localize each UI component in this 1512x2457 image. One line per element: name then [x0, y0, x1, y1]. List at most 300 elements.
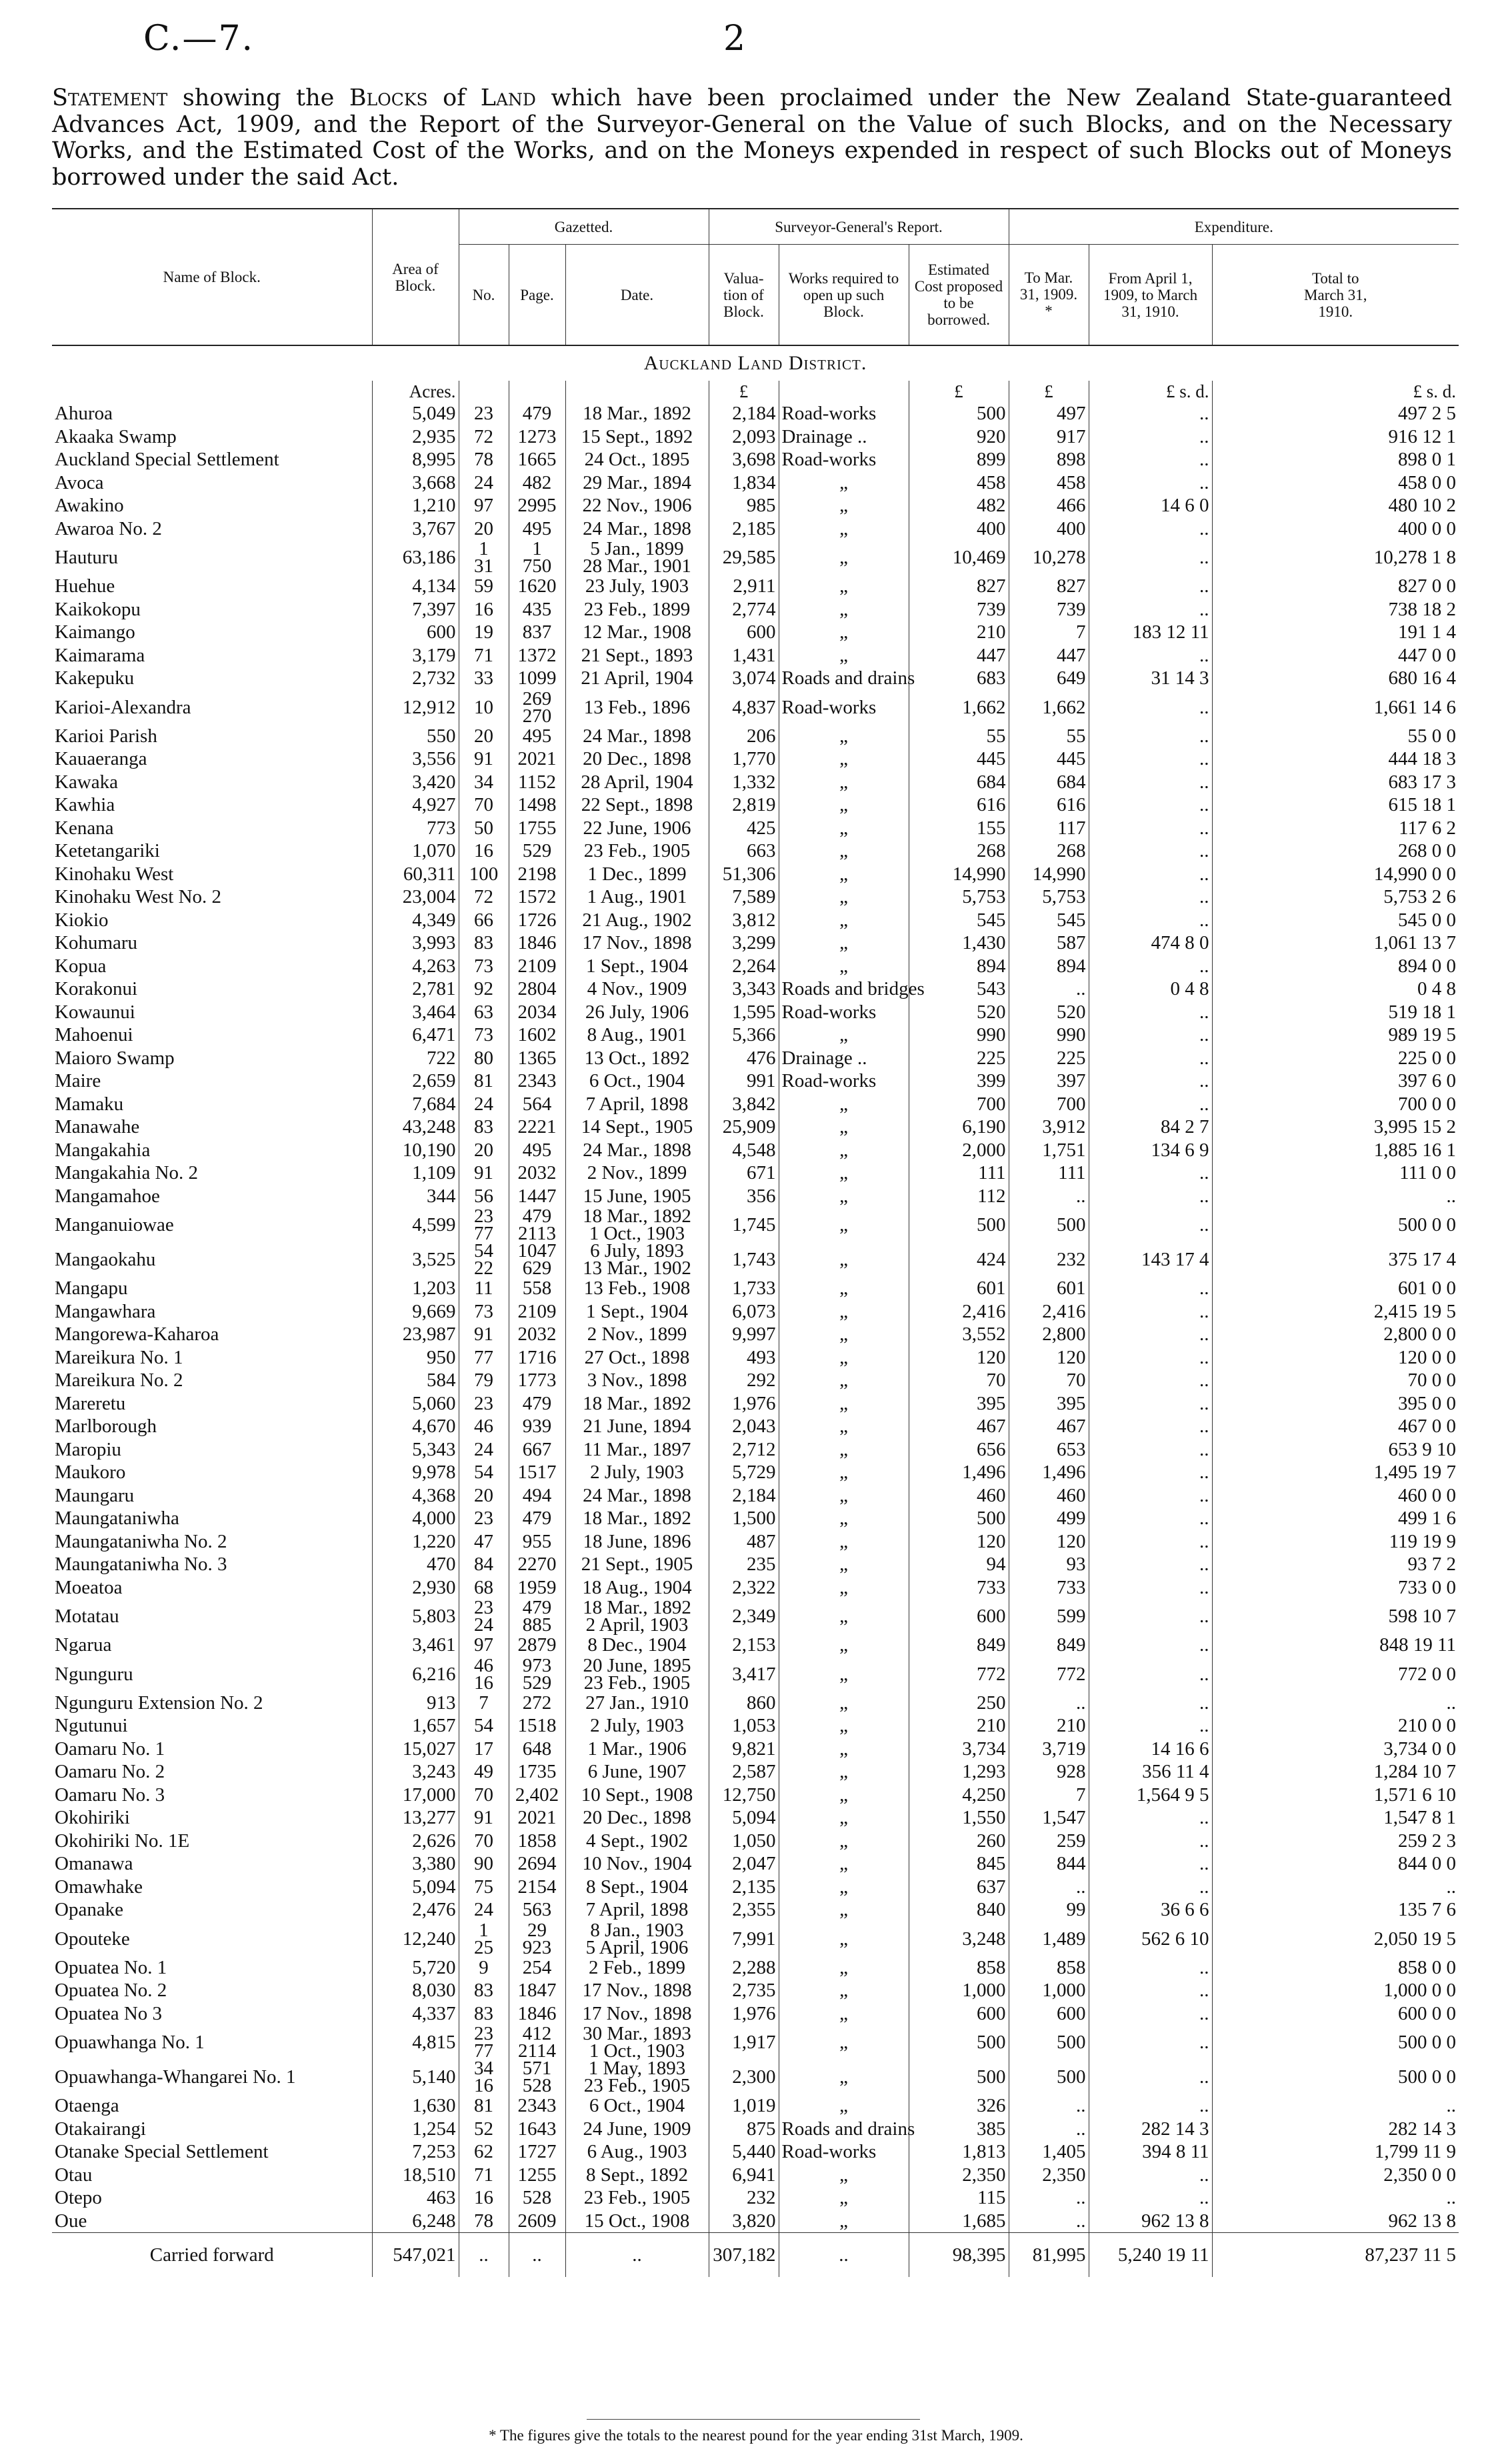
cell-gazette-page: 1846: [509, 931, 565, 955]
cell-total: 14,990 0 0: [1212, 863, 1459, 886]
cell-works: „: [779, 771, 909, 794]
table-row: [52, 402, 1459, 425]
cell-area: 8,030: [372, 1979, 459, 2002]
cell-total: 1,495 19 7: [1212, 1461, 1459, 1484]
block-name: Mangawhara: [55, 1300, 156, 1322]
cell-area: 4,000: [372, 1507, 459, 1530]
cell-from-april-1909: ..: [1089, 1692, 1212, 1715]
cell-from-april-1909: ..: [1089, 793, 1212, 817]
cell-gazette-date: 6 Oct., 1904: [565, 1069, 709, 1093]
cell-to-mar-1909: 99: [1009, 1898, 1089, 1922]
cell-works: „: [779, 1714, 909, 1738]
header-area: [372, 209, 459, 345]
cell-valuation: 1,500: [709, 1507, 779, 1530]
block-name: Mangorewa-Kaharoa: [55, 1324, 219, 1346]
cell-works: „: [779, 1692, 909, 1715]
cell-to-mar-1909: 653: [1009, 1438, 1089, 1462]
header-gazetted: Gazetted.: [459, 209, 709, 245]
cell-to-mar-1909: 259: [1009, 1830, 1089, 1853]
cell-from-april-1909: ..: [1089, 1069, 1212, 1093]
cell-estimated-cost: 70: [909, 1369, 1009, 1392]
cell-gazette-page: 1727: [509, 2140, 565, 2164]
cell-works: „: [779, 2094, 909, 2118]
cell-gazette-no: 10: [459, 690, 509, 725]
cell-to-mar-1909: 520: [1009, 1001, 1089, 1024]
cell-gazette-no: 75: [459, 1876, 509, 1899]
cell-works: Roads and bridges: [779, 977, 909, 1001]
cell-works: „: [779, 621, 909, 644]
cell-gazette-page: 2221: [509, 1115, 565, 1139]
cell-valuation: 1,431: [709, 644, 779, 667]
cell-gazette-page: 495: [509, 725, 565, 748]
table-header: [52, 209, 1459, 345]
carried-area: 547,021: [372, 2233, 459, 2278]
units-to-mar: £: [1009, 381, 1089, 402]
cell-gazette-page: 564: [509, 1093, 565, 1116]
cell-estimated-cost: 637: [909, 1876, 1009, 1899]
cell-gazette-page: 2198: [509, 863, 565, 886]
cell-to-mar-1909: 1,000: [1009, 1979, 1089, 2002]
block-name: Auckland Special Settlement: [55, 449, 279, 471]
cell-estimated-cost: 899: [909, 448, 1009, 471]
cell-gazette-page: 482: [509, 471, 565, 495]
cell-works: „: [779, 1415, 909, 1438]
table-row: [52, 1634, 1459, 1657]
cell-valuation: 2,264: [709, 955, 779, 978]
cell-gazette-page: 1518: [509, 1714, 565, 1738]
cell-works: „: [779, 1115, 909, 1139]
carried-estimated: 98,395: [909, 2233, 1009, 2278]
cell-gazette-date: 21 Aug., 1902: [565, 909, 709, 932]
statement-heading: [52, 85, 1452, 191]
cell-gazette-no: 24: [459, 1898, 509, 1922]
cell-area: 43,248: [372, 1115, 459, 1139]
cell-gazette-page: 1273: [509, 425, 565, 449]
cell-to-mar-1909: ..: [1009, 2118, 1089, 2141]
cell-estimated-cost: 112: [909, 1185, 1009, 1208]
cell-to-mar-1909: 499: [1009, 1507, 1089, 1530]
cell-gazette-date: 20 Dec., 1898: [565, 747, 709, 771]
cell-to-mar-1909: 894: [1009, 955, 1089, 978]
cell-valuation: 2,774: [709, 598, 779, 621]
cell-area: 5,094: [372, 1876, 459, 1899]
cell-gazette-no: 78: [459, 448, 509, 471]
cell-works: „: [779, 747, 909, 771]
statement-text-2: of: [427, 85, 481, 111]
cell-area: 5,140: [372, 2060, 459, 2094]
cell-gazette-page: 2879: [509, 1634, 565, 1657]
cell-gazette-date: 7 April, 1898: [565, 1898, 709, 1922]
cell-estimated-cost: 920: [909, 425, 1009, 449]
cell-area: 773: [372, 817, 459, 840]
cell-estimated-cost: 500: [909, 2060, 1009, 2094]
cell-gazette-page: 1152: [509, 771, 565, 794]
cell-gazette-page: 1498: [509, 793, 565, 817]
cell-valuation: 1,733: [709, 1277, 779, 1300]
cell-from-april-1909: ..: [1089, 1300, 1212, 1324]
cell-gazette-date: 1 Mar., 1906: [565, 1738, 709, 1761]
cell-from-april-1909: 14 6 0: [1089, 494, 1212, 517]
cell-estimated-cost: 2,416: [909, 1300, 1009, 1324]
cell-estimated-cost: 1,662: [909, 690, 1009, 725]
cell-area: 1,254: [372, 2118, 459, 2141]
cell-gazette-date: 17 Nov., 1898: [565, 1979, 709, 2002]
cell-from-april-1909: ..: [1089, 1530, 1212, 1554]
table-row: [52, 1346, 1459, 1370]
cell-from-april-1909: ..: [1089, 598, 1212, 621]
cell-works: Road-works: [779, 690, 909, 725]
cell-gazette-page: 29 923: [509, 1922, 565, 1956]
table-row: [52, 690, 1459, 725]
cell-gazette-date: 22 Sept., 1898: [565, 793, 709, 817]
block-name: Opuatea No. 2: [55, 1980, 167, 2002]
cell-estimated-cost: 733: [909, 1576, 1009, 1600]
table-row: [52, 448, 1459, 471]
table-row: [52, 1714, 1459, 1738]
cell-valuation: 985: [709, 494, 779, 517]
units-from-april: £ s. d.: [1089, 381, 1212, 402]
cell-gazette-no: 80: [459, 1047, 509, 1070]
cell-to-mar-1909: 7: [1009, 621, 1089, 644]
cell-works: „: [779, 575, 909, 598]
block-name: Manganuiowae: [55, 1214, 174, 1236]
cell-works: „: [779, 1784, 909, 1807]
cell-to-mar-1909: ..: [1009, 2186, 1089, 2210]
cell-valuation: 51,306: [709, 863, 779, 886]
cell-estimated-cost: 1,550: [909, 1806, 1009, 1830]
cell-gazette-date: 6 Oct., 1904: [565, 2094, 709, 2118]
cell-gazette-page: 1735: [509, 1760, 565, 1784]
cell-from-april-1909: ..: [1089, 448, 1212, 471]
cell-estimated-cost: 6,190: [909, 1115, 1009, 1139]
cell-valuation: 425: [709, 817, 779, 840]
cell-gazette-page: 2032: [509, 1161, 565, 1185]
cell-valuation: 1,917: [709, 2025, 779, 2060]
block-name: Otau: [55, 2164, 93, 2186]
cell-gazette-date: 26 July, 1906: [565, 1001, 709, 1024]
cell-gazette-date: 29 Mar., 1894: [565, 471, 709, 495]
cell-gazette-no: 54 22: [459, 1242, 509, 1277]
cell-valuation: 1,595: [709, 1001, 779, 1024]
cell-valuation: 5,729: [709, 1461, 779, 1484]
header-works-label: Works required to open up such Block.: [788, 269, 899, 320]
cell-gazette-page: 269 270: [509, 690, 565, 725]
block-name: Kawaka: [55, 771, 119, 793]
block-name: Kopua: [55, 955, 107, 977]
cell-valuation: 3,074: [709, 667, 779, 690]
cell-valuation: 2,712: [709, 1438, 779, 1462]
cell-works: Drainage ..: [779, 425, 909, 449]
cell-works: „: [779, 1461, 909, 1484]
units-total: £ s. d.: [1212, 381, 1459, 402]
cell-gazette-no: 52: [459, 2118, 509, 2141]
cell-valuation: 1,053: [709, 1714, 779, 1738]
cell-to-mar-1909: 447: [1009, 644, 1089, 667]
cell-from-april-1909: ..: [1089, 2002, 1212, 2026]
block-name: Opuawhanga No. 1: [55, 2032, 205, 2053]
cell-from-april-1909: ..: [1089, 885, 1212, 909]
block-name: Ketetangariki: [55, 840, 160, 862]
cell-gazette-no: 54: [459, 1461, 509, 1484]
cell-area: 550: [372, 725, 459, 748]
cell-valuation: 2,349: [709, 1599, 779, 1634]
table-row: [52, 1922, 1459, 1956]
cell-total: ..: [1212, 2186, 1459, 2210]
cell-total: 848 19 11: [1212, 1634, 1459, 1657]
header-name: Name of Block.: [52, 209, 372, 345]
cell-gazette-page: 2,402: [509, 1784, 565, 1807]
cell-to-mar-1909: 232: [1009, 1242, 1089, 1277]
cell-total: 1,799 11 9: [1212, 2140, 1459, 2164]
cell-gazette-page: 1847: [509, 1979, 565, 2002]
block-name: Maire: [55, 1070, 101, 1092]
cell-gazette-no: 97: [459, 494, 509, 517]
cell-total: 1,061 13 7: [1212, 931, 1459, 955]
cell-estimated-cost: 990: [909, 1023, 1009, 1047]
block-name: Hauturu: [55, 547, 119, 568]
table-row: [52, 1553, 1459, 1576]
cell-gazette-page: 1365: [509, 1047, 565, 1070]
cell-gazette-date: 2 Nov., 1899: [565, 1161, 709, 1185]
cell-to-mar-1909: ..: [1009, 977, 1089, 1001]
cell-from-april-1909: ..: [1089, 2025, 1212, 2060]
carried-forward-row: [52, 2233, 1459, 2278]
block-name: Kowaunui: [55, 1001, 135, 1023]
block-name: Okohiriki: [55, 1807, 130, 1829]
cell-works: „: [779, 517, 909, 541]
cell-area: 2,626: [372, 1830, 459, 1853]
cell-area: 23,987: [372, 1323, 459, 1346]
cell-estimated-cost: 260: [909, 1830, 1009, 1853]
cell-estimated-cost: 482: [909, 494, 1009, 517]
cell-from-april-1909: ..: [1089, 1277, 1212, 1300]
cell-gazette-page: 2034: [509, 1001, 565, 1024]
table-row: [52, 931, 1459, 955]
block-name: Kaikokopu: [55, 598, 141, 620]
cell-gazette-date: 21 Sept., 1893: [565, 644, 709, 667]
cell-from-april-1909: ..: [1089, 1830, 1212, 1853]
table-row: [52, 817, 1459, 840]
cell-gazette-no: 70: [459, 793, 509, 817]
cell-gazette-no: 63: [459, 1001, 509, 1024]
cell-gazette-date: 20 June, 1895 23 Feb., 1905: [565, 1657, 709, 1692]
cell-gazette-date: 28 April, 1904: [565, 771, 709, 794]
cell-gazette-date: 20 Dec., 1898: [565, 1806, 709, 1830]
cell-from-april-1909: ..: [1089, 644, 1212, 667]
cell-works: „: [779, 1599, 909, 1634]
cell-gazette-no: 49: [459, 1760, 509, 1784]
cell-area: 463: [372, 2186, 459, 2210]
cell-from-april-1909: ..: [1089, 2060, 1212, 2094]
cell-from-april-1909: ..: [1089, 1979, 1212, 2002]
cell-gazette-no: 71: [459, 2164, 509, 2187]
cell-area: 15,027: [372, 1738, 459, 1761]
cell-works: Road-works: [779, 2140, 909, 2164]
cell-to-mar-1909: 587: [1009, 931, 1089, 955]
cell-total: 458 0 0: [1212, 471, 1459, 495]
block-name: Maungataniwha No. 3: [55, 1554, 227, 1576]
cell-estimated-cost: 445: [909, 747, 1009, 771]
cell-gazette-date: 2 July, 1903: [565, 1714, 709, 1738]
cell-estimated-cost: 601: [909, 1277, 1009, 1300]
cell-gazette-page: 2804: [509, 977, 565, 1001]
cell-from-april-1909: ..: [1089, 771, 1212, 794]
cell-valuation: 3,842: [709, 1093, 779, 1116]
page-reference: C.—7.: [143, 19, 255, 59]
cell-from-april-1909: ..: [1089, 540, 1212, 575]
cell-to-mar-1909: 1,751: [1009, 1139, 1089, 1162]
cell-area: 3,767: [372, 517, 459, 541]
cell-total: 117 6 2: [1212, 817, 1459, 840]
cell-area: 4,349: [372, 909, 459, 932]
table-row: [52, 2002, 1459, 2026]
cell-from-april-1909: ..: [1089, 1438, 1212, 1462]
cell-estimated-cost: 500: [909, 1207, 1009, 1242]
cell-gazette-page: 571 528: [509, 2060, 565, 2094]
header-total: [1212, 245, 1459, 346]
units-date: [565, 381, 709, 402]
cell-estimated-cost: 840: [909, 1898, 1009, 1922]
cell-to-mar-1909: 1,662: [1009, 690, 1089, 725]
cell-gazette-no: 92: [459, 977, 509, 1001]
cell-gazette-no: 83: [459, 2002, 509, 2026]
cell-area: 3,556: [372, 747, 459, 771]
table-row: [52, 1692, 1459, 1715]
cell-gazette-no: 68: [459, 1576, 509, 1600]
footnote: * The figures give the totals to the nearest pound for the year ending 31st March, 1909.: [489, 2427, 1023, 2444]
table-row: [52, 1898, 1459, 1922]
carried-total: 87,237 11 5: [1212, 2233, 1459, 2278]
table-footer: [52, 2233, 1459, 2278]
cell-gazette-date: 6 July, 1893 13 Mar., 1902: [565, 1242, 709, 1277]
cell-estimated-cost: 467: [909, 1415, 1009, 1438]
table-row: [52, 885, 1459, 909]
cell-valuation: 206: [709, 725, 779, 748]
table-row: [52, 517, 1459, 541]
cell-gazette-no: 81: [459, 2094, 509, 2118]
table-body: [52, 402, 1459, 2233]
cell-gazette-date: 15 Sept., 1892: [565, 425, 709, 449]
cell-to-mar-1909: 898: [1009, 448, 1089, 471]
cell-from-april-1909: ..: [1089, 1369, 1212, 1392]
cell-valuation: 860: [709, 1692, 779, 1715]
cell-works: „: [779, 1760, 909, 1784]
cell-estimated-cost: 894: [909, 955, 1009, 978]
cell-works: „: [779, 1956, 909, 1980]
cell-from-april-1909: 562 6 10: [1089, 1922, 1212, 1956]
cell-gazette-page: 1643: [509, 2118, 565, 2141]
cell-gazette-no: 23 77: [459, 2025, 509, 2060]
cell-estimated-cost: 55: [909, 725, 1009, 748]
table-row: [52, 1956, 1459, 1980]
cell-works: „: [779, 1161, 909, 1185]
cell-gazette-no: 83: [459, 1115, 509, 1139]
cell-estimated-cost: 520: [909, 1001, 1009, 1024]
cell-area: 1,220: [372, 1530, 459, 1554]
cell-area: 8,995: [372, 448, 459, 471]
cell-estimated-cost: 616: [909, 793, 1009, 817]
cell-total: 282 14 3: [1212, 2118, 1459, 2141]
cell-total: ..: [1212, 1692, 1459, 1715]
cell-gazette-no: 23: [459, 1392, 509, 1416]
cell-estimated-cost: 739: [909, 598, 1009, 621]
cell-gazette-no: 20: [459, 1484, 509, 1508]
cell-from-april-1909: ..: [1089, 1956, 1212, 1980]
cell-area: 23,004: [372, 885, 459, 909]
cell-gazette-date: 2 Nov., 1899: [565, 1323, 709, 1346]
cell-to-mar-1909: 500: [1009, 1207, 1089, 1242]
cell-valuation: 2,185: [709, 517, 779, 541]
footnote-rule: [587, 2419, 920, 2420]
block-name: Oamaru No. 3: [55, 1784, 165, 1806]
cell-from-april-1909: ..: [1089, 2164, 1212, 2187]
cell-gazette-date: 24 Mar., 1898: [565, 1484, 709, 1508]
cell-gazette-page: 2109: [509, 955, 565, 978]
cell-gazette-no: 84: [459, 1553, 509, 1576]
cell-gazette-date: 24 Mar., 1898: [565, 1139, 709, 1162]
cell-gazette-no: 77: [459, 1346, 509, 1370]
cell-gazette-no: 1 25: [459, 1922, 509, 1956]
cell-gazette-page: 939: [509, 1415, 565, 1438]
header-valuation: [709, 245, 779, 346]
block-name: Mangakahia No. 2: [55, 1162, 199, 1184]
block-name: Maungataniwha No. 2: [55, 1530, 227, 1552]
cell-to-mar-1909: 1,547: [1009, 1806, 1089, 1830]
blocks-table: [52, 208, 1459, 2277]
table-row: [52, 644, 1459, 667]
block-name: Motatau: [55, 1606, 119, 1627]
cell-valuation: 2,184: [709, 1484, 779, 1508]
block-name: Otakairangi: [55, 2118, 146, 2140]
cell-to-mar-1909: 117: [1009, 817, 1089, 840]
cell-total: 2,350 0 0: [1212, 2164, 1459, 2187]
cell-works: „: [779, 1852, 909, 1876]
cell-gazette-page: 495: [509, 517, 565, 541]
table-row: [52, 839, 1459, 863]
cell-estimated-cost: 120: [909, 1346, 1009, 1370]
cell-area: 1,070: [372, 839, 459, 863]
cell-gazette-date: 3 Nov., 1898: [565, 1369, 709, 1392]
cell-gazette-date: 10 Sept., 1908: [565, 1784, 709, 1807]
cell-to-mar-1909: 1,496: [1009, 1461, 1089, 1484]
cell-estimated-cost: 1,293: [909, 1760, 1009, 1784]
cell-valuation: 600: [709, 621, 779, 644]
cell-gazette-page: 479: [509, 1392, 565, 1416]
cell-gazette-page: 479 885: [509, 1599, 565, 1634]
cell-to-mar-1909: 928: [1009, 1760, 1089, 1784]
cell-total: 653 9 10: [1212, 1438, 1459, 1462]
cell-from-april-1909: ..: [1089, 1634, 1212, 1657]
table-row: [52, 977, 1459, 1001]
cell-to-mar-1909: 120: [1009, 1530, 1089, 1554]
cell-to-mar-1909: 500: [1009, 2060, 1089, 2094]
cell-valuation: 12,750: [709, 1784, 779, 1807]
cell-gazette-no: 24: [459, 1093, 509, 1116]
cell-area: 913: [372, 1692, 459, 1715]
cell-total: 120 0 0: [1212, 1346, 1459, 1370]
cell-works: Drainage ..: [779, 1047, 909, 1070]
cell-works: „: [779, 2164, 909, 2187]
cell-works: „: [779, 1876, 909, 1899]
cell-to-mar-1909: 268: [1009, 839, 1089, 863]
units-no: [459, 381, 509, 402]
statement-lead: Statement: [52, 85, 168, 111]
block-name: Maungataniwha: [55, 1508, 179, 1530]
cell-valuation: 1,770: [709, 747, 779, 771]
cell-gazette-no: 16: [459, 2186, 509, 2210]
block-name: Huehue: [55, 575, 115, 597]
cell-area: 1,203: [372, 1277, 459, 1300]
